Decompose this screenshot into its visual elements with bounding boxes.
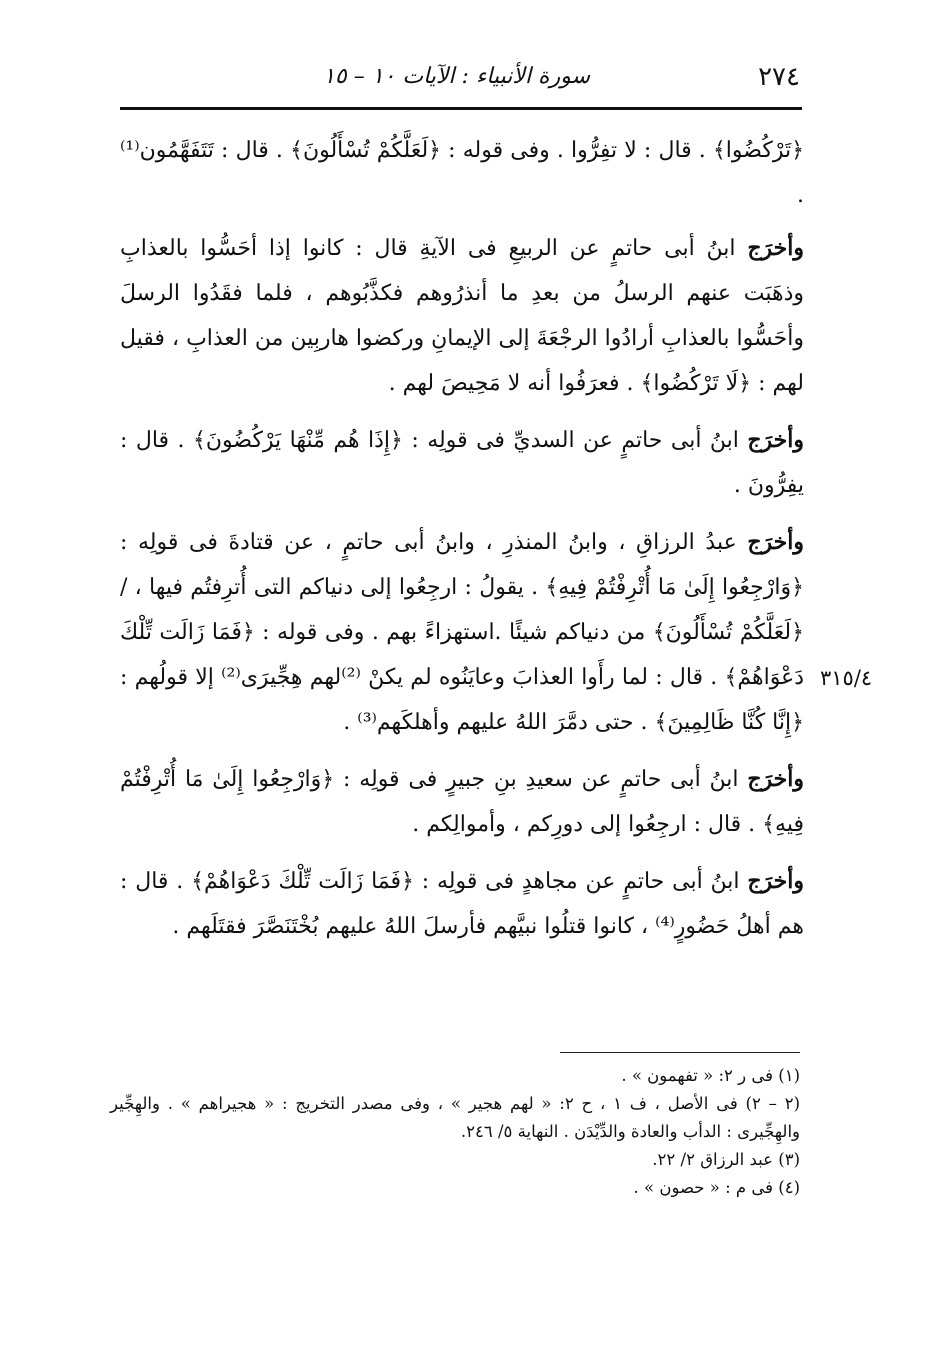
main-text: [120, 128, 804, 961]
margin-reference: ٣١٥/٤: [820, 666, 873, 690]
footnote: (٢ – ٢) فى الأصل ، ف ١ ، ح ٢: « لهم هجير » ، وفى مصدر التخريج : « هجيراهم » . والهِجِّير والهِجِّيرى : الدأب والعادة والدِّيْدَن . النهاية ٥/ ٢٤٦.: [110, 1094, 801, 1141]
paragraph-lead: وأخرَج: [747, 235, 804, 261]
paragraph-text: ابنُ أبى حاتمٍ عن السديِّ فى قولِه : ﴿إِذَا هُم مِّنْهَا يَرْكُضُونَ﴾ . قال : يفِرُّونَ .: [120, 428, 804, 498]
paragraph: [120, 859, 804, 949]
paragraph-lead: وأخرَج: [747, 868, 804, 894]
footnote: (٤) فى م : « حصون » .: [633, 1178, 800, 1197]
footnote-rule: [560, 1052, 800, 1053]
page-header: [120, 58, 800, 96]
page-number: ٢٧٤: [758, 62, 800, 92]
footnote: (١) فى ر ٢: « تفهمون » .: [621, 1066, 800, 1085]
paragraph: [120, 226, 804, 406]
paragraph: [120, 757, 804, 847]
paragraph-text: ابنُ أبى حاتمٍ عن مجاهدٍ فى قولِه : ﴿فَمَا زَالَت تِّلْكَ دَعْوَاهُمْ﴾ . قال : هم أهلُ حَضُورٍ⁽⁴⁾ ، كانوا قتلُوا نبيَّهم فأرسلَ اللهُ عليهم بُخْتَنَصَّرَ فقتَلَهم .: [120, 869, 804, 939]
paragraph-text: ﴿تَرْكُضُوا﴾ . قال : لا تفِرُّوا . وفى قوله : ﴿لَعَلَّكُمْ تُسْأَلُونَ﴾ . قال : تَتَفَهَّمُون⁽¹⁾ .: [120, 138, 804, 208]
paragraph-text: عبدُ الرزاقِ ، وابنُ المنذرِ ، وابنُ أبى حاتمٍ ، عن قتادةَ فى قولِه : ﴿وَارْجِعُوا إِلَىٰ مَا أُتْرِفْتُمْ فِيهِ﴾ . يقولُ : ارجِعُوا إلى دنياكم التى أُترِفتُم فيها ، /﴿لَعَلَّكُمْ تُسْأَلُونَ﴾ من دنياكم شيئًا .استهزاءً بهم . وفى قوله : ﴿فَمَا زَالَت تِّلْكَ دَعْوَاهُمْ﴾ . قال : لما رأَوا العذابَ وعايَنُوه لم يكنْ ⁽²⁾لهم هِجِّيرَى⁽²⁾ إلا قولُهم : ﴿إِنَّا كُنَّا ظَالِمِينَ﴾ . حتى دمَّرَ اللهُ عليهم وأهلكَهم⁽³⁾ .: [120, 530, 804, 735]
header-rule: [120, 107, 802, 110]
paragraph: [120, 418, 804, 508]
paragraph: [120, 128, 804, 218]
footnotes: [110, 1062, 800, 1202]
paragraph-text: ابنُ أبى حاتمٍ عن سعيدِ بنِ جبيرٍ فى قولِه : ﴿وَارْجِعُوا إِلَىٰ مَا أُتْرِفْتُمْ فِيهِ﴾ . قال : ارجِعُوا إلى دورِكم ، وأموالِكم .: [120, 767, 804, 837]
footnote: (٣) عبد الرزاق ٢/ ٢٢.: [652, 1150, 800, 1169]
running-title: سورة الأنبياء : الآيات ١٠ – ١٥: [323, 64, 590, 89]
paragraph: [120, 520, 804, 745]
paragraph-lead: وأخرَج: [747, 766, 804, 792]
paragraph-lead: وأخرَج: [747, 529, 804, 555]
paragraph-text: ابنُ أبى حاتمٍ عن الربيعِ فى الآيةِ قال : كانوا إذا أحَسُّوا بالعذابِ وذهَبَت عنهم الرسلُ من بعدِ ما أنذرُوهم فكذَّبُوهم ، فلما فقَدُوا الرسلَ وأحَسُّوا بالعذابِ أرادُوا الرجْعَةَ إلى الإيمانِ وركضوا هاربِين من العذابِ ، فقيل لهم : ﴿لَا تَرْكُضُوا﴾ . فعرَفُوا أنه لا مَحِيصَ لهم .: [120, 236, 804, 396]
paragraph-lead: وأخرَج: [747, 427, 804, 453]
